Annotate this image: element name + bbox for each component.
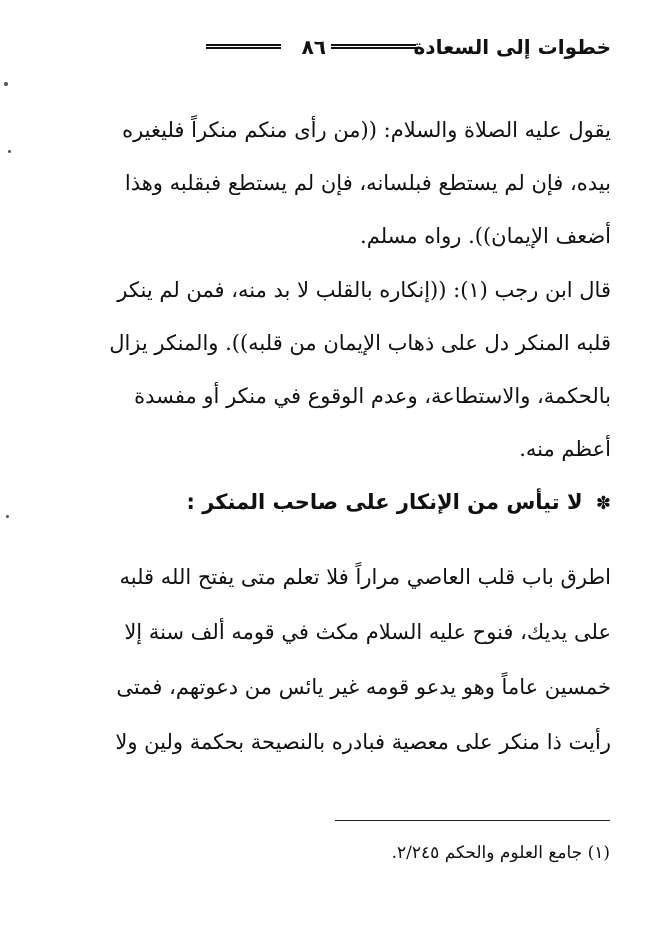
paragraph-hadith	[66, 104, 611, 263]
text-line: قال ابن رجب (١): ((إنكاره بالقلب لا بد منه، فمن لم ينكر	[117, 278, 611, 302]
star-icon: ✽	[595, 493, 611, 514]
text-line: يقول عليه الصلاة والسلام: ((من رأى منكم منكراً فليغيره	[122, 118, 611, 142]
text-line: قلبه المنكر دل على ذهاب الإيمان من قلبه)). والمنكر يزال	[109, 331, 611, 355]
header-rule-left	[206, 44, 281, 49]
page-header	[66, 30, 611, 70]
text-line: بيده، فإن لم يستطع فبلسانه، فإن لم يستطع فبقلبه وهذا	[124, 171, 611, 195]
margin-speck	[8, 150, 11, 153]
section-heading-text: لا تيأس من الإنكار على صاحب المنكر :	[186, 490, 583, 514]
text-line: أضعف الإيمان)). رواه مسلم.	[360, 224, 611, 248]
paragraph-advice	[66, 550, 611, 770]
text-line: أعظم منه.	[519, 437, 611, 461]
header-rule-right	[331, 44, 416, 49]
margin-speck	[4, 82, 8, 86]
text-line: رأيت ذا منكر على معصية فبادره بالنصيحة بحكمة ولين ولا	[115, 730, 611, 754]
footnote-divider	[335, 820, 610, 821]
margin-speck	[6, 515, 9, 518]
paragraph-ibn-rajab	[66, 264, 611, 476]
text-line: على يديك، فنوح عليه السلام مكث في قومه ألف سنة إلا	[124, 620, 611, 644]
section-heading	[66, 480, 611, 526]
text-line: خمسين عاماً وهو يدعو قومه غير يائس من دعوتهم، فمتى	[116, 675, 611, 699]
book-title: خطوات إلى السعادة	[413, 35, 611, 59]
text-line: اطرق باب قلب العاصي مراراً فلا تعلم متى يفتح الله قلبه	[119, 565, 611, 589]
text-line: بالحكمة، والاستطاعة، وعدم الوقوع في منكر أو مفسدة	[134, 384, 611, 408]
page-number: ٨٦	[301, 35, 326, 59]
footnote: (١) جامع العلوم والحكم ٢/٢٤٥.	[391, 843, 610, 863]
